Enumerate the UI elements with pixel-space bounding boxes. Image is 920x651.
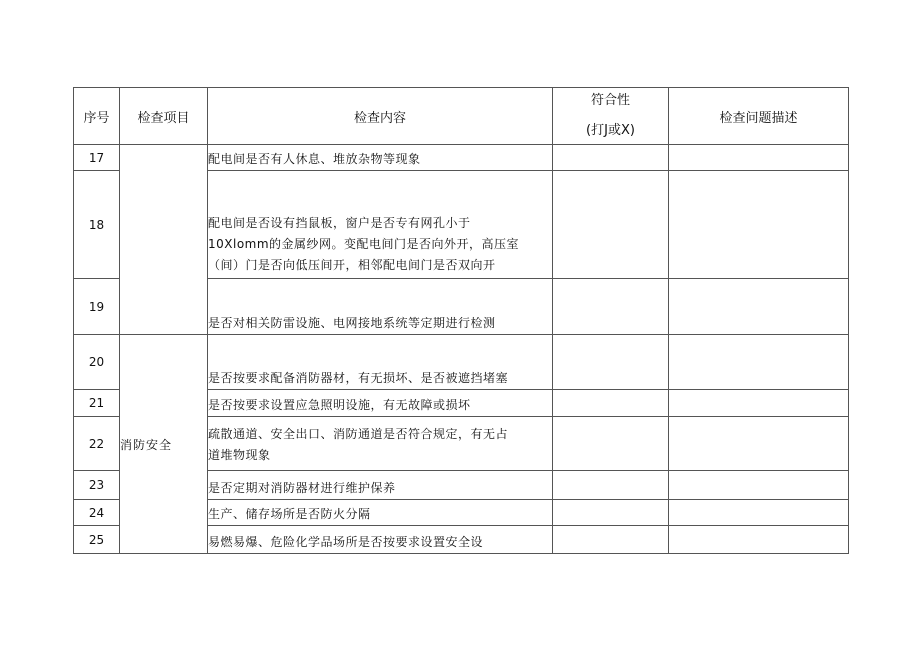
category-fire-safety: 消防安全 [120, 335, 208, 554]
table-header-row [74, 88, 849, 145]
row-content [208, 171, 553, 279]
header-compliance [553, 88, 669, 145]
header-item: 检查项目 [120, 88, 208, 145]
problem-cell[interactable] [669, 500, 849, 526]
category-cell-empty [120, 145, 208, 335]
row-number: 18 [74, 171, 120, 279]
row-number: 22 [74, 417, 120, 471]
problem-cell[interactable] [669, 526, 849, 554]
row-content-line: 疏散通道、安全出口、消防通道是否符合规定，有无占 [208, 427, 509, 441]
row-number: 25 [74, 526, 120, 554]
row-number: 21 [74, 390, 120, 417]
compliance-cell[interactable] [553, 335, 669, 390]
compliance-cell[interactable] [553, 279, 669, 335]
header-problem: 检查问题描述 [669, 88, 849, 145]
row-number: 17 [74, 145, 120, 171]
row-number: 24 [74, 500, 120, 526]
compliance-cell[interactable] [553, 471, 669, 500]
row-number: 23 [74, 471, 120, 500]
row-content-line: 10Xlomm的金属纱网。变配电间门是否向外开，高压室 [208, 237, 520, 251]
header-seq: 序号 [74, 88, 120, 145]
row-content-line: 配电间是否设有挡鼠板，窗户是否专有网孔小于 [208, 216, 471, 230]
problem-cell[interactable] [669, 145, 849, 171]
header-compliance-line2: (打J或X) [586, 123, 635, 138]
compliance-cell[interactable] [553, 171, 669, 279]
row-content: 易燃易爆、危险化学品场所是否按要求设置安全设 [208, 526, 553, 554]
table-row [74, 335, 849, 390]
row-content: 是否定期对消防器材进行维护保养 [208, 471, 553, 500]
compliance-cell[interactable] [553, 145, 669, 171]
row-content: 是否按要求配备消防器材，有无损坏、是否被遮挡堵塞 [208, 335, 553, 390]
problem-cell[interactable] [669, 335, 849, 390]
row-content: 生产、储存场所是否防火分隔 [208, 500, 553, 526]
table-row [74, 145, 849, 171]
row-number: 20 [74, 335, 120, 390]
problem-cell[interactable] [669, 471, 849, 500]
problem-cell[interactable] [669, 390, 849, 417]
compliance-cell[interactable] [553, 526, 669, 554]
problem-cell[interactable] [669, 171, 849, 279]
row-content [208, 417, 553, 471]
row-content: 配电间是否有人休息、堆放杂物等现象 [208, 145, 553, 171]
compliance-cell[interactable] [553, 390, 669, 417]
inspection-table [73, 87, 849, 554]
compliance-cell[interactable] [553, 500, 669, 526]
row-content-line: 道堆物现象 [208, 448, 271, 462]
row-content-line: （间）门是否向低压间开，相邻配电间门是否双向开 [208, 258, 496, 272]
row-number: 19 [74, 279, 120, 335]
compliance-cell[interactable] [553, 417, 669, 471]
problem-cell[interactable] [669, 279, 849, 335]
row-content: 是否按要求设置应急照明设施，有无故障或损坏 [208, 390, 553, 417]
problem-cell[interactable] [669, 417, 849, 471]
row-content: 是否对相关防雷设施、电网接地系统等定期进行检测 [208, 279, 553, 335]
header-compliance-line1: 符合性 [590, 93, 630, 108]
header-content: 检查内容 [208, 88, 553, 145]
